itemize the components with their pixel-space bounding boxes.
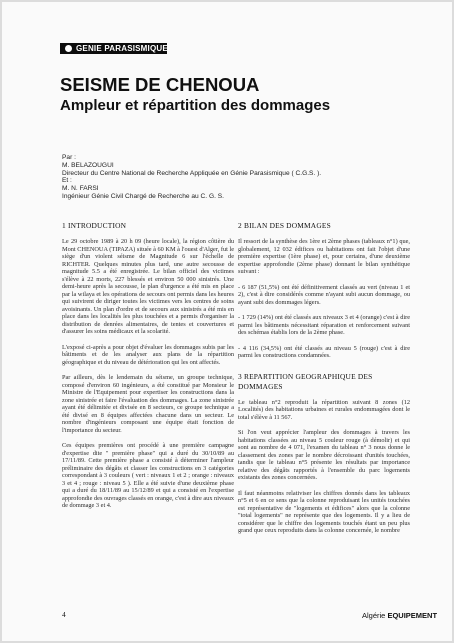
author-1-name: M. BELAZOUGUI bbox=[62, 161, 114, 169]
right-column bbox=[238, 221, 410, 543]
paragraph: Par ailleurs, dès le lendemain du séisme, un groupe technique, composé d'environ 60 ingénieurs, a été constitué par Monsieur le Ministre de l'Equipement pour expertiser les constructions dans la zone sinistrée et faire l'évaluation des dommages. La zone sinistrée ayant été délimitée et divisée en 8 secteurs, ce groupe technique a été divisé en 8 équipes affectées chacune dans un secteur. Le nombre d'ingénieurs composant une équipe était fonction de l'importance du secteur. bbox=[62, 374, 234, 434]
paragraph: Si l'on veut apprécier l'ampleur des dommages à travers les habitations classées au niveau 5 couleur rouge (à démolir) et qui sont au nombre de 4 071, l'examen du tableau n° 3 nous donne le classement des zones par le nombre décroissant d'unités touchées, tandis que le tableau n°5 présente les résultats par importance relative des dégâts rapportés à l'ensemble du parc logements existants des zones concernées. bbox=[238, 429, 410, 481]
article-title: SEISME DE CHENOUA bbox=[60, 74, 260, 95]
paragraph: Il faut néanmoins relativiser les chiffres donnés dans les tableaux n°5 et 6 en ce sens que la colonne reproduisant les unités touchées est représentative de "logements et édifices" alors que la colonne "total logements" ne représente que des logements. Il y a lieu de considérer que le chiffre des logements touchés étant un peu plus grand que ceux reproduits dans la colonne concernée, le nombre bbox=[238, 489, 410, 534]
journal-title: EQUIPEMENT bbox=[387, 611, 438, 620]
author-1-role: Directeur du Centre National de Recherche Appliquée en Génie Parasismique ( C.G.S. ). bbox=[62, 169, 322, 177]
article-subtitle: Ampleur et répartition des dommages bbox=[60, 97, 331, 114]
paragraph: Le tableau n°2 reproduit la répartition suivant 8 zones (12 Localités) des habitations urbaines et rurales endommagées dont le total s'élève à 11 567. bbox=[238, 398, 410, 421]
rubric-banner bbox=[60, 43, 167, 54]
author-2-role: Ingénieur Génie Civil Chargé de Recherche au C. G. S. bbox=[62, 192, 224, 200]
bullet-paragraph: - 4 116 (34,5%) ont été classés au niveau 5 (rouge) c'est à dire parmi les constructions condamnées. bbox=[238, 344, 410, 359]
journal-prefix: Algérie bbox=[362, 611, 388, 620]
section-heading-repartition-cont: DOMMAGES bbox=[238, 381, 283, 391]
section-heading-introduction: 1 INTRODUCTION bbox=[62, 221, 127, 230]
section-heading-bilan: 2 BILAN DES DOMMAGES bbox=[238, 221, 331, 230]
section-heading-repartition: 3 REPARTITION GEOGRAPHIQUE DES bbox=[238, 371, 373, 381]
paragraph: Le 29 octobre 1989 à 20 h 09 (heure locale), la région côtière du Mont CHENOUA (TIPAZA) située à 60 KM à l'ouest d'Alger, fut le siège d'un violent séisme de Magnitude 6 sur l'échelle de RICHTER. Quelques minutes plus tard, une autre secousse de magnitude 5.5 a été enregistrée. Le bilan officiel des victimes s'élève à 22 morts, 227 blessés et environ 50 000 sinistrés. Une demi-heure après la secousse, le plan d'urgence a été mis en place par la wilaya et les opérations de secours ont permis dans les heures qui suivirent de diriger toutes les victimes vers les centres de soins avoisinants. Un plan d'ordre et de secours aux sinistrés a été mis en place dans les localités les plus touchées et a permis d'organiser la distribution de denrées alimentaires, de tentes et couvertures et d'assurer les soins médicaux et la scolarité. bbox=[62, 238, 234, 335]
left-column bbox=[62, 221, 234, 518]
paragraph: Il ressort de la synthèse des 1ère et 2ème phases (tableaux n°1) que, globalement, 12 032 édifices ou habitations ont fait l'objet d'une première expertise (1ère phase) et, pour certains, d'une deuxième expertise approfondie (2ème phase) donnant le bilan synthétique suivant : bbox=[238, 238, 410, 275]
paragraph: Ces équipes premières ont procédé à une première campagne d'expertise dite " première phase" qui a duré du 30/10/89 au 17/11/89. Cette première phase a consisté à déterminer l'ampleur préliminaire des dégâts et classer les constructions en 3 catégories correspondant à 3 couleurs ( vert : niveaux 1 et 2 ; orange : niveaux 3 et 4 ; rouge : niveau 5 ). Elle a été suivie d'une deuxième phase qui a duré du 18/11/89 au 15/12/89 et qui a consisté en l'expertise approfondie des ouvrages classés en orange, c'est à dire aux niveaux de dommage 3 et 4. bbox=[62, 442, 234, 509]
author-intro: Par : bbox=[62, 154, 76, 161]
document-page bbox=[2, 2, 452, 641]
bullet-icon bbox=[65, 45, 72, 52]
page-number: 4 bbox=[62, 610, 66, 619]
bullet-paragraph: - 1 729 (14%) ont été classés aux niveaux 3 et 4 (orange) c'est à dire parmi les bâtiments nécessitant réparation et renforcement suivant des schémas établis lors de la 2ème phase. bbox=[238, 314, 410, 336]
rubric-label: GENIE PARASISMIQUE bbox=[76, 44, 168, 53]
author-conjunction: Et : bbox=[62, 177, 72, 185]
bullet-paragraph: - 6 187 (51,5%) ont été définitivement classés au vert (niveau 1 et 2), c'est à dire considérés comme n'ayant subi aucun dommage, ou ayant subi des dommages légers. bbox=[238, 283, 410, 306]
author-block bbox=[62, 154, 402, 201]
paragraph: L'exposé ci-après a pour objet d'évaluer les dommages subis par les bâtiments et de les analyser aux plans de la répartition géographique et du niveau de détérioration qui les ont affectés. bbox=[62, 343, 234, 366]
author-2-name: M. N. FARSI bbox=[62, 185, 99, 193]
journal-name bbox=[362, 611, 437, 620]
